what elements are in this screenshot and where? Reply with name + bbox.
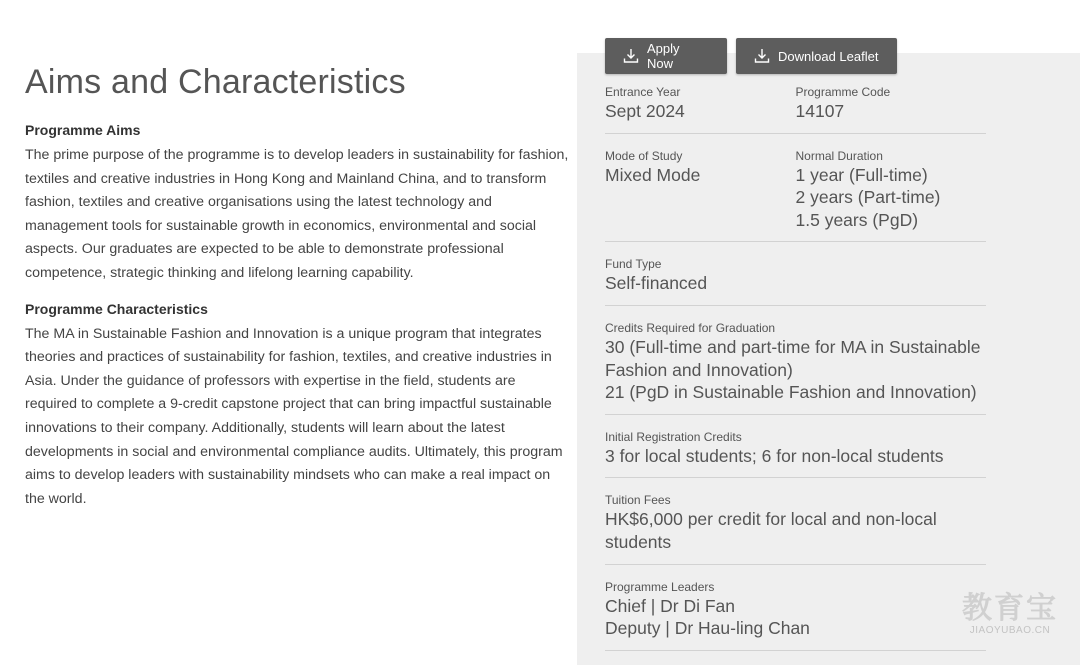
programme-aims-text: The prime purpose of the programme is to develop leaders in sustainability for fashion, textiles and creative industries in Hong Kong and Mainland China, and to transform fashion, textiles and creative organisations using the latest technology and management tools for sustainable growth in economics, environmental and social aspects. Our graduates are expected to be able to demonstrate professional competence, strategic thinking and lifelong learning capability. xyxy=(25,147,569,281)
apply-now-button[interactable] xyxy=(605,38,727,74)
programme-leaders-label: Programme Leaders xyxy=(605,579,715,594)
main-content xyxy=(25,60,570,525)
programme-leaders-value xyxy=(605,595,986,640)
download-leaflet-button[interactable] xyxy=(736,38,897,74)
info-row-fund xyxy=(605,256,986,306)
credits-line: 30 (Full-time and part-time for MA in Sustainable Fashion and Innovation) xyxy=(605,336,981,380)
programme-aims-heading: Programme Aims xyxy=(25,122,141,138)
normal-duration-label: Normal Duration xyxy=(795,148,883,163)
action-buttons xyxy=(605,38,897,74)
entrance-year-value: Sept 2024 xyxy=(605,101,685,121)
watermark-sub: JIAOYUBAO.CN xyxy=(969,625,1051,636)
tuition-fees-value: HK$6,000 per credit for local and non-local students xyxy=(605,509,937,552)
download-leaflet-label: Download Leaflet xyxy=(778,48,879,64)
registration-credits-value: 3 for local students; 6 for non-local students xyxy=(605,445,944,466)
download-icon xyxy=(753,47,771,65)
programme-code-value: 14107 xyxy=(795,101,845,121)
entrance-year-label: Entrance Year xyxy=(605,85,681,99)
programme-code xyxy=(796,84,987,123)
info-row-fees xyxy=(605,492,986,564)
credits-required-value xyxy=(605,336,986,404)
programme-info-list xyxy=(605,84,986,665)
info-row-mode xyxy=(605,148,986,243)
watermark-logo xyxy=(962,593,1058,636)
duration-line: 2 years (Part-time) xyxy=(795,187,941,208)
apply-now-label: Apply Now xyxy=(646,41,680,71)
programme-code-label: Programme Code xyxy=(795,85,891,99)
credits-required-label: Credits Required for Graduation xyxy=(605,320,776,335)
tuition-fees-label: Tuition Fees xyxy=(605,493,671,508)
watermark-main: 教育宝 xyxy=(962,592,1058,625)
mode-of-study-label: Mode of Study xyxy=(605,148,683,163)
mode-of-study xyxy=(605,148,796,232)
leader-line: Deputy | Dr Hau-ling Chan xyxy=(605,618,810,639)
info-row-registration xyxy=(605,429,986,479)
page-title: Aims and Characteristics xyxy=(25,63,406,101)
fund-type-value: Self-financed xyxy=(605,273,708,294)
normal-duration-value xyxy=(796,164,987,232)
duration-line: 1 year (Full-time) xyxy=(795,164,928,185)
fund-type-label: Fund Type xyxy=(605,257,662,272)
registration-credits-label: Initial Registration Credits xyxy=(605,429,742,444)
entrance-year xyxy=(605,84,796,123)
programme-characteristics-text: The MA in Sustainable Fashion and Innovation is a unique program that integrates theories and practices of sustainability for fashion, textiles, and creative industries in Asia. Under the guidance of professors with expertise in the field, students are required to complete a 9-credit capstone project that can bring impactful sustainable innovations to their company. Additionally, students will learn about the latest developments in social and environmental compliance audits. Ultimately, this program aims to develop leaders with sustainability mindsets who can make a real impact on the world. xyxy=(25,325,563,507)
credits-line: 21 (PgD in Sustainable Fashion and Innovation) xyxy=(605,382,977,403)
mode-of-study-value: Mixed Mode xyxy=(605,164,701,185)
download-icon xyxy=(622,47,640,65)
info-row-leaders xyxy=(605,579,986,651)
programme-characteristics-heading: Programme Characteristics xyxy=(25,300,208,317)
info-row-entrance xyxy=(605,84,986,134)
info-row-credits xyxy=(605,320,986,415)
leader-line: Chief | Dr Di Fan xyxy=(605,595,735,616)
normal-duration xyxy=(796,148,987,232)
duration-line: 1.5 years (PgD) xyxy=(795,209,919,230)
